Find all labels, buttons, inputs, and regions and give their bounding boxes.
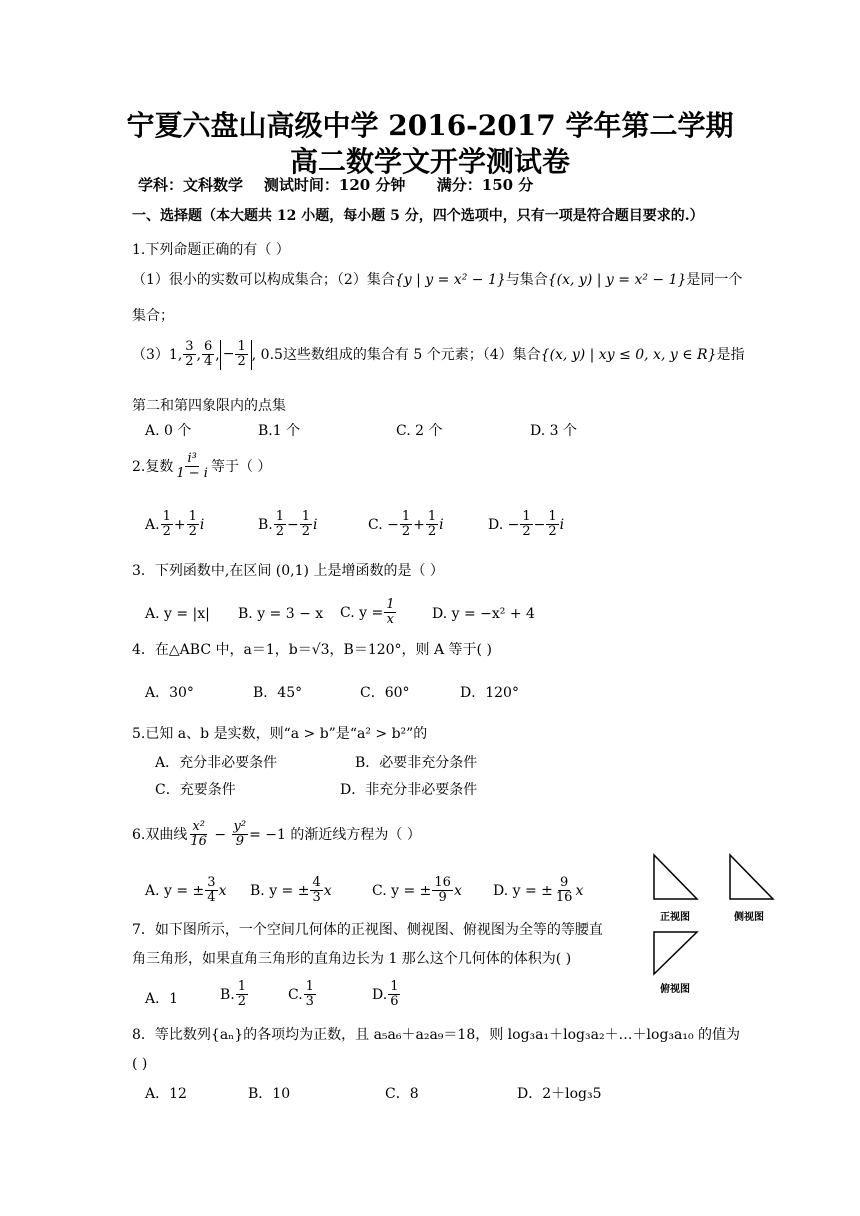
q2-c-n2: 1 xyxy=(427,509,437,524)
q2-frac-num: i³ xyxy=(187,451,197,466)
q8-option-c[interactable]: C．8 xyxy=(385,1086,419,1102)
q7-line1: 7．如下图所示，一个空间几何体的正视图、侧视图、俯视图为全等的等腰直 xyxy=(132,922,603,938)
q1-set-b: {(x, y) | y = x² − 1} xyxy=(547,272,687,288)
q2-stem-post: 等于（ ） xyxy=(210,458,272,475)
q6-c-pre: C. y = ± xyxy=(372,882,432,899)
q1-abs: − $\frac{1}{2}$ xyxy=(220,340,252,370)
q1-set-c: {(x, y) | xy ≤ 0, x, y ∈ R} xyxy=(540,346,717,363)
q5-options xyxy=(0,752,860,800)
q3-option-a[interactable]: A. y = |x| xyxy=(145,606,210,622)
q7-d-num: 1 xyxy=(390,979,399,994)
q1-option-b[interactable]: B.1 个 xyxy=(258,423,301,439)
q7-line2: 角三角形，如果直角三角形的直角边长为 1 那么这个几何体的体积为( ) xyxy=(132,951,572,967)
q6-option-b[interactable] xyxy=(250,876,332,906)
top-view-label: 俯视图 xyxy=(660,984,690,995)
exam-title-line2: 高二数学文开学测试卷 xyxy=(289,145,570,178)
q6-c-post: x xyxy=(453,882,462,899)
q1-statement-3-4: （3）1, $\frac{3}{2}$ , $\frac{6}{4}$ , − $\frac{1}{2}$ , 0.5这些数组成的集合有 5 个元素；（4）集合{(x, y) | xy ≤ 0, x, y ∈ R}是指 xyxy=(132,339,745,370)
q2-stem-pre: 2.复数 xyxy=(132,458,174,475)
q2-b-label: B. xyxy=(258,516,273,533)
q6-stem-post: = −1 的渐近线方程为（ ） xyxy=(249,826,421,843)
q6-d-den: 16 xyxy=(555,890,573,906)
q7-b-frac xyxy=(236,980,248,1010)
q3-options xyxy=(0,598,860,642)
q7-c-frac xyxy=(304,980,316,1010)
q2-stem xyxy=(132,452,271,482)
q7-b-num: 1 xyxy=(237,979,247,994)
q6-c-num: 16 xyxy=(434,875,451,890)
q7-option-a[interactable]: A．1 xyxy=(145,991,179,1007)
q2-b-tail: i xyxy=(313,516,318,533)
q2-option-d[interactable] xyxy=(488,510,564,540)
q6-d-num: 9 xyxy=(560,875,569,890)
q1-frac3-den: 2 xyxy=(237,354,246,370)
q6-f1-den: 16 xyxy=(190,834,207,850)
q1-s4-post: 是指 xyxy=(716,346,745,363)
front-view-figure xyxy=(652,853,700,903)
q7-c-num: 1 xyxy=(305,979,314,994)
q1-wrap: 集合； xyxy=(132,308,174,324)
q6-option-a[interactable] xyxy=(145,876,226,906)
q6-b-pre: B. y = ± xyxy=(250,882,310,899)
q2-a-frac1 xyxy=(161,510,173,540)
q1-frac1-den: 2 xyxy=(185,354,194,370)
q1-frac-3-2 xyxy=(183,340,195,370)
q2-option-a[interactable] xyxy=(145,510,204,540)
q7-option-c[interactable] xyxy=(288,980,317,1010)
q6-f2-den: 9 xyxy=(235,834,244,850)
q7-option-b[interactable] xyxy=(220,980,249,1010)
q7-b-den: 2 xyxy=(237,994,247,1010)
q8-line1: 8．等比数列{aₙ}的各项均为正数，且 a₅a₆＋a₂a₉＝18，则 log₃a₁＋log₃a₂＋…＋log₃a₁₀ 的值为 xyxy=(132,1027,741,1043)
q2-c-d2: 2 xyxy=(427,524,437,540)
q6-b-den: 3 xyxy=(312,890,321,906)
q1-frac1-num: 3 xyxy=(185,339,194,354)
q6-f2-num: y² xyxy=(233,819,247,834)
q1-wrap-2: 第二和第四象限内的点集 xyxy=(132,398,286,414)
q1-frac2-num: 6 xyxy=(204,339,213,354)
q3-c-pre: C. y = xyxy=(340,604,384,621)
q2-d-tail: i xyxy=(559,516,565,533)
q1-s3-seq: 1, xyxy=(168,346,183,363)
q1-frac3-num: 1 xyxy=(237,339,246,354)
q2-a-label: A. xyxy=(145,516,160,533)
q2-c-frac1 xyxy=(400,510,412,540)
q2-c-n1: 1 xyxy=(401,509,411,524)
q4-stem: 4．在△ABC 中，a＝1，b＝√3，B＝120°，则 A 等于( ) xyxy=(132,642,492,658)
q6-a-pre: A. y = ± xyxy=(145,882,205,899)
q7-b-pre: B. xyxy=(220,986,235,1003)
q2-a-op: + xyxy=(173,516,186,533)
q3-option-d[interactable]: D. y = −x² + 4 xyxy=(432,606,535,622)
q6-f1-num: x² xyxy=(192,819,205,834)
q6-option-d[interactable] xyxy=(493,876,583,906)
q2-a-d2: 2 xyxy=(188,524,197,540)
q2-c-label: C. − xyxy=(368,516,399,533)
q1-option-d[interactable]: D. 3 个 xyxy=(530,423,577,439)
q2-b-frac1 xyxy=(274,510,286,540)
q6-a-num: 3 xyxy=(207,875,216,890)
q6-b-num: 4 xyxy=(312,875,321,890)
q2-a-n2: 1 xyxy=(188,509,197,524)
q6-options xyxy=(0,876,640,916)
front-view-triangle-icon xyxy=(652,853,700,903)
q3-c-frac xyxy=(384,598,396,628)
q2-d-n1: 1 xyxy=(522,509,531,524)
exam-title-line1: 宁夏六盘山高级中学 2016-2017 学年第二学期 xyxy=(126,109,734,142)
q2-frac-den: 1 − i xyxy=(176,466,208,482)
section-heading: 一、选择题（本大题共 12 小题，每小题 5 分，四个选项中，只有一项是符合题目要求的.） xyxy=(132,208,704,224)
q2-a-n1: 1 xyxy=(162,509,171,524)
q1-option-a[interactable]: A. 0 个 xyxy=(145,423,192,439)
q8-option-b[interactable]: B．10 xyxy=(248,1086,291,1102)
q6-stem-pre: 6.双曲线 xyxy=(132,826,188,843)
q2-d-label: D. − xyxy=(488,516,520,533)
side-view-triangle-icon xyxy=(728,853,776,903)
q6-a-post: x xyxy=(218,882,227,899)
q6-a-frac xyxy=(205,876,217,906)
q2-option-b[interactable] xyxy=(258,510,318,540)
q1-frac-1-2 xyxy=(235,340,247,370)
q2-c-d1: 2 xyxy=(401,524,411,540)
q1-s1-pre: （1）很小的实数可以构成集合；（2）集合 xyxy=(132,272,395,288)
q1-s3-pre: （3） xyxy=(132,346,169,363)
q1-s3-tail: , 0.5 xyxy=(251,346,283,363)
q2-b-d2: 2 xyxy=(301,524,311,540)
q5-option-d[interactable]: D．非充分非必要条件 xyxy=(340,782,478,798)
q2-options xyxy=(0,510,860,550)
q2-a-frac2 xyxy=(187,510,199,540)
q7-c-pre: C. xyxy=(288,986,303,1003)
q2-c-tail: i xyxy=(439,516,444,533)
q4-option-b[interactable]: B．45° xyxy=(253,685,303,701)
side-view-label: 侧视图 xyxy=(734,912,764,923)
q1-set-a: {y | y = x² − 1} xyxy=(394,272,506,288)
q7-option-d[interactable] xyxy=(372,980,401,1010)
q4-options xyxy=(0,682,860,702)
q6-stem: 6.双曲线 $\frac{\text{x²}}{16}$ − $\frac{\text{y²}}{9}$ = −1 的渐近线方程为（ ） xyxy=(132,819,421,850)
q2-b-frac2 xyxy=(300,510,312,540)
q6-c-den: 9 xyxy=(438,890,447,906)
top-view-triangle-icon xyxy=(652,930,700,978)
q1-statement-1-2 xyxy=(132,272,742,289)
q3-c-num: 1 xyxy=(386,597,395,612)
q2-b-n1: 1 xyxy=(275,509,285,524)
front-view-label: 正视图 xyxy=(660,912,690,923)
q7-d-pre: D. xyxy=(372,986,388,1003)
q1-frac-6-4 xyxy=(202,340,214,370)
q8-option-d[interactable]: D．2＋log₃5 xyxy=(517,1086,602,1102)
q2-fraction xyxy=(174,452,210,482)
q5-option-a[interactable]: A．充分非必要条件 xyxy=(155,755,278,771)
q1-frac2-den: 4 xyxy=(204,354,213,370)
q2-d-n2: 1 xyxy=(548,509,557,524)
q8-line2: ( ) xyxy=(132,1056,148,1072)
q1-stem: 1.下列命题正确的有（ ） xyxy=(132,242,290,258)
q5-stem: 5.已知 a、b 是实数，则“a > b”是“a² > b²”的 xyxy=(132,726,428,742)
q6-frac-y xyxy=(232,820,249,850)
q6-a-den: 4 xyxy=(207,890,216,906)
q2-c-op: + xyxy=(413,516,425,533)
q6-d-frac xyxy=(554,876,575,906)
exam-meta: 学科：文科数学 测试时间：120 分钟 满分：150 分 xyxy=(138,176,534,194)
q2-b-n2: 1 xyxy=(301,509,311,524)
q4-option-a[interactable]: A．30° xyxy=(145,685,194,701)
q2-a-d1: 2 xyxy=(162,524,171,540)
q2-d-frac2 xyxy=(546,510,558,540)
q1-option-c[interactable]: C. 2 个 xyxy=(396,423,443,439)
top-view-figure xyxy=(652,930,700,978)
q6-frac-x xyxy=(188,820,209,850)
q2-d-op: − xyxy=(533,516,546,533)
q5-option-c[interactable]: C．充要条件 xyxy=(155,782,236,798)
q1-options xyxy=(0,420,860,440)
q3-stem: 3．下列函数中,在区间 (0,1) 上是增函数的是（ ） xyxy=(132,563,444,579)
q5-option-b[interactable]: B．必要非充分条件 xyxy=(355,755,478,771)
q3-c-den: x xyxy=(386,612,395,628)
q2-d-d1: 2 xyxy=(522,524,531,540)
q8-options xyxy=(0,1083,860,1103)
q6-b-post: x xyxy=(323,882,332,899)
q2-option-c[interactable] xyxy=(368,510,444,540)
q6-c-frac xyxy=(432,876,453,906)
q2-b-op: − xyxy=(287,516,299,533)
q1-s1-post: 是同一个 xyxy=(686,272,743,288)
q2-c-frac2 xyxy=(426,510,438,540)
q1-s1-mid: 与集合 xyxy=(505,272,548,288)
q6-d-post: x xyxy=(575,882,584,899)
q7-c-den: 3 xyxy=(305,994,314,1010)
q3-option-c[interactable] xyxy=(340,598,397,628)
q2-d-d2: 2 xyxy=(548,524,557,540)
q6-b-frac xyxy=(310,876,322,906)
q1-s3-text: 这些数组成的集合有 5 个元素；（4）集合 xyxy=(282,346,541,363)
q8-option-a[interactable]: A．12 xyxy=(145,1086,187,1102)
q6-option-c[interactable] xyxy=(372,876,462,906)
q7-options xyxy=(0,980,640,1020)
q2-d-frac1 xyxy=(520,510,532,540)
q7-d-den: 6 xyxy=(390,994,399,1010)
side-view-figure xyxy=(728,853,776,903)
q2-b-d1: 2 xyxy=(275,524,285,540)
q3-option-b[interactable]: B. y = 3 − x xyxy=(238,606,324,622)
q6-d-pre: D. y = ± xyxy=(493,882,553,899)
q4-option-c[interactable]: C．60° xyxy=(360,685,410,701)
q4-option-d[interactable]: D．120° xyxy=(460,685,519,701)
q2-a-tail: i xyxy=(199,516,205,533)
q7-d-frac xyxy=(388,980,400,1010)
